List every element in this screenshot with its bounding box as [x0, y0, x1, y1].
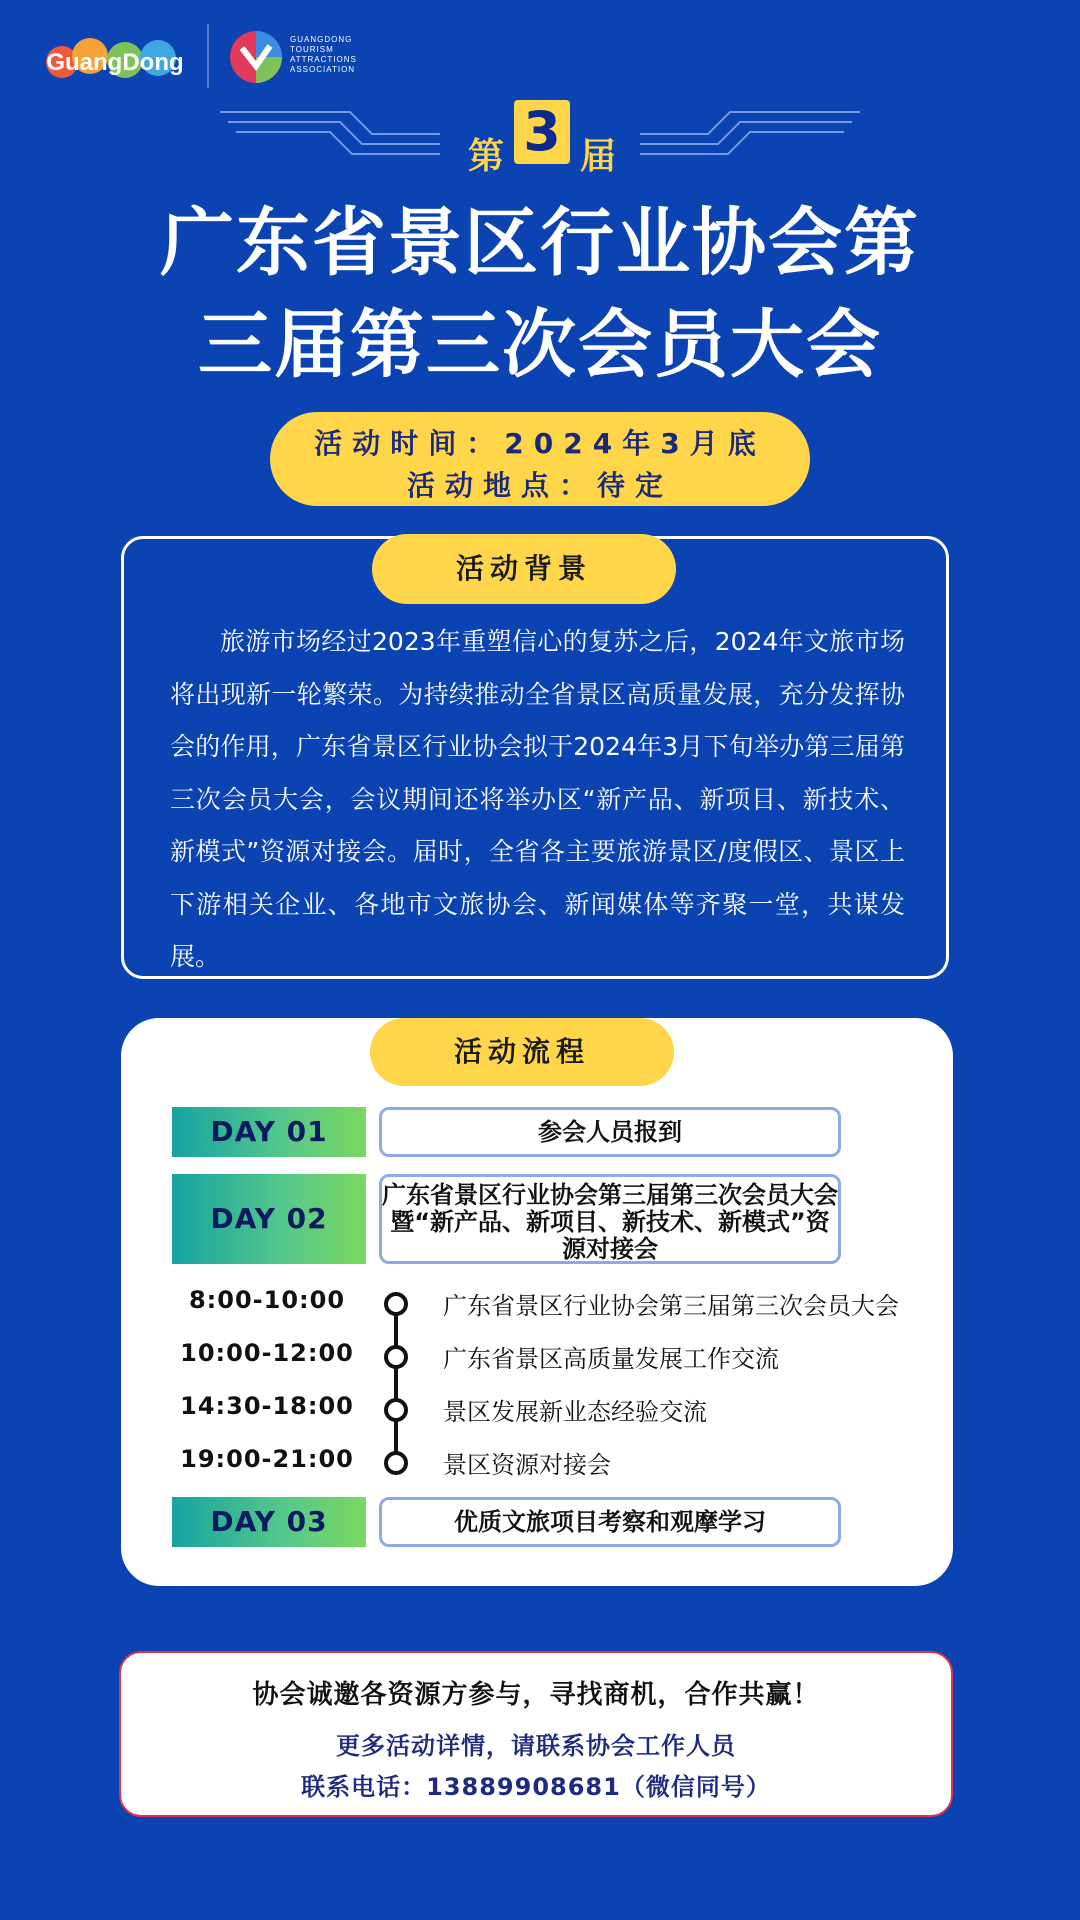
event-time: 活动时间：2024年3月底	[314, 427, 766, 460]
title-line-1: 广东省景区行业协会第	[160, 200, 920, 286]
edition-prefix: 第	[468, 136, 505, 177]
timeline-dot	[384, 1292, 408, 1316]
association-logo-line4: ASSOCIATION	[290, 65, 356, 74]
contact-invite: 协会诚邀各资源方参与，寻找商机，合作共赢！	[252, 1680, 820, 1710]
contact-more-info: 更多活动详情，请联系协会工作人员	[336, 1732, 736, 1760]
timeline-dot	[384, 1345, 408, 1369]
background-heading: 活动背景	[372, 534, 676, 604]
logo-divider	[207, 24, 209, 88]
timeline-time: 10:00-12:00	[180, 1339, 354, 1367]
timeline-time: 19:00-21:00	[180, 1445, 354, 1473]
timeline-desc: 广东省景区行业协会第三届第三次会员大会	[443, 1292, 899, 1320]
edition-number: 3	[514, 100, 570, 164]
day-03-item: 优质文旅项目考察和观摩学习	[379, 1497, 841, 1547]
timeline-line	[394, 1302, 398, 1460]
timeline-time: 8:00-10:00	[188, 1286, 346, 1314]
timeline-dot	[384, 1451, 408, 1475]
background-text: 旅游市场经过2023年重塑信心的复苏之后，2024年文旅市场将出现新一轮繁荣。为持续推动全省景区高质量发展，充分发挥协会的作用，广东省景区行业协会拟于2024年3月下旬举办第三届第三次会员大会，会议期间还将举办区“新产品、新项目、新技术、新模式”资源对接会。届时，全省各主要旅游景区/度假区、景区上下游相关企业、各地市文旅协会、新闻媒体等齐聚一堂，共谋发展。	[170, 627, 905, 971]
day-02-item: 广东省景区行业协会第三届第三次会员大会 暨“新产品、新项目、新技术、新模式”资源对接会	[379, 1174, 841, 1264]
timeline-desc: 广东省景区高质量发展工作交流	[443, 1345, 779, 1373]
title-line-2: 三届第三次会员大会	[198, 302, 882, 388]
association-logo	[228, 26, 363, 88]
day-02-badge: DAY 02	[172, 1174, 366, 1264]
contact-phone: 联系电话：13889908681（微信同号）	[301, 1773, 771, 1801]
guangdong-logo-text: GuangDong	[46, 49, 184, 76]
timeline-desc: 景区发展新业态经验交流	[443, 1398, 707, 1426]
day-01-badge: DAY 01	[172, 1107, 366, 1157]
day-03-badge: DAY 03	[172, 1497, 366, 1547]
association-logo-line2: TOURISM	[290, 45, 334, 54]
timeline-desc: 景区资源对接会	[443, 1451, 611, 1479]
page-title	[0, 192, 1080, 396]
event-info-pill	[270, 412, 810, 506]
edition-suffix: 届	[580, 136, 617, 177]
association-logo-line3: ATTRACTIONS	[290, 55, 357, 64]
day-01-item: 参会人员报到	[379, 1107, 841, 1157]
association-logo-line1: GUANGDONG	[290, 35, 353, 44]
timeline-dot	[384, 1398, 408, 1422]
guangdong-logo	[40, 26, 190, 90]
schedule-heading: 活动流程	[370, 1018, 674, 1086]
event-location: 活动地点：待定	[406, 469, 673, 502]
timeline-time: 14:30-18:00	[180, 1392, 354, 1420]
